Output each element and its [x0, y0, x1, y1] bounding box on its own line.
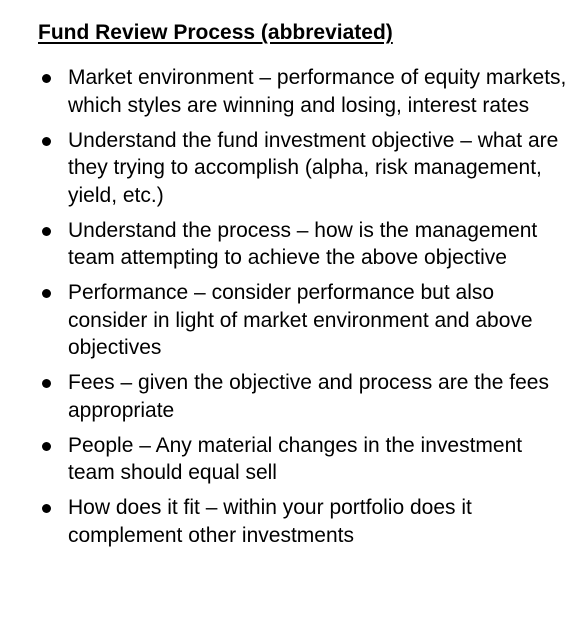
bullet-icon	[42, 289, 51, 298]
bullet-icon	[42, 74, 51, 83]
bullet-icon	[42, 379, 51, 388]
list-item	[38, 217, 568, 272]
list-item	[38, 432, 568, 487]
list-item	[38, 369, 568, 424]
list-item-text: How does it fit – within your portfolio does it complement other investments	[68, 496, 472, 547]
list-item	[38, 64, 568, 119]
list-item-text: Performance – consider performance but also consider in light of market environment and above objectives	[68, 281, 533, 359]
bullet-icon	[42, 137, 51, 146]
list-item	[38, 279, 568, 362]
list-item-text: Understand the fund investment objective – what are they trying to accomplish (alpha, risk management, yield, etc.)	[68, 128, 559, 207]
list-item-text: People – Any material changes in the investment team should equal sell	[68, 433, 523, 484]
document-title: Fund Review Process (abbreviated)	[38, 21, 393, 44]
bullet-list	[38, 64, 568, 557]
bullet-icon	[42, 442, 51, 451]
list-item-text: Understand the process – how is the management team attempting to achieve the above objective	[68, 218, 538, 269]
list-item-text: Fees – given the objective and process are the fees appropriate	[68, 371, 549, 422]
list-item	[38, 127, 568, 210]
bullet-icon	[42, 504, 51, 513]
list-item-text: Market environment – performance of equity markets, which styles are winning and losing, interest rates	[68, 66, 567, 117]
list-item	[38, 494, 568, 549]
bullet-icon	[42, 227, 51, 236]
